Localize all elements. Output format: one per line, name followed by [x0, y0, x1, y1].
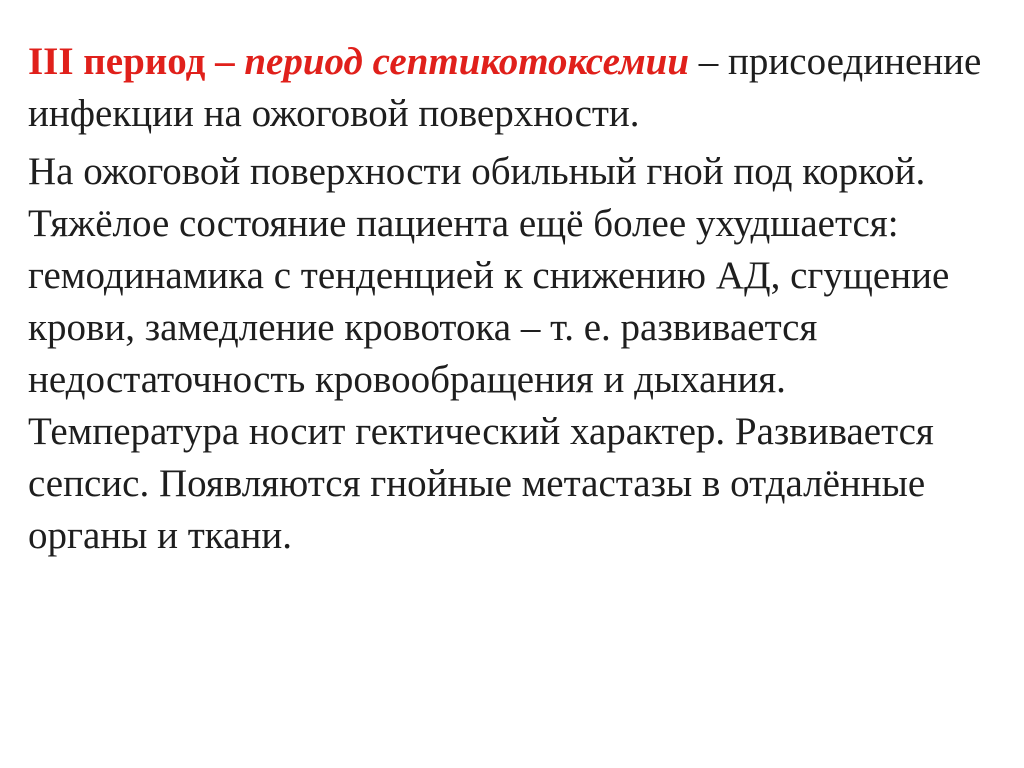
slide-heading	[28, 36, 984, 140]
slide-body-paragraph: На ожоговой поверхности обильный гной под коркой. Тяжёлое состояние пациента ещё более ухудшается: гемодинамика с тенденцией к снижению АД, сгущение крови, замедление кровотока – т. е. развивается недостаточность кровообращения и дыхания. Температура носит гектический характер. Развивается сепсис. Появляются гнойные метастазы в отдалённые органы и ткани.	[28, 150, 950, 557]
heading-period-number: III период –	[28, 40, 245, 83]
heading-period-name: период септикотоксемии	[244, 40, 690, 83]
heading-description: – присоединение инфекции на ожоговой поверхности.	[28, 40, 982, 135]
